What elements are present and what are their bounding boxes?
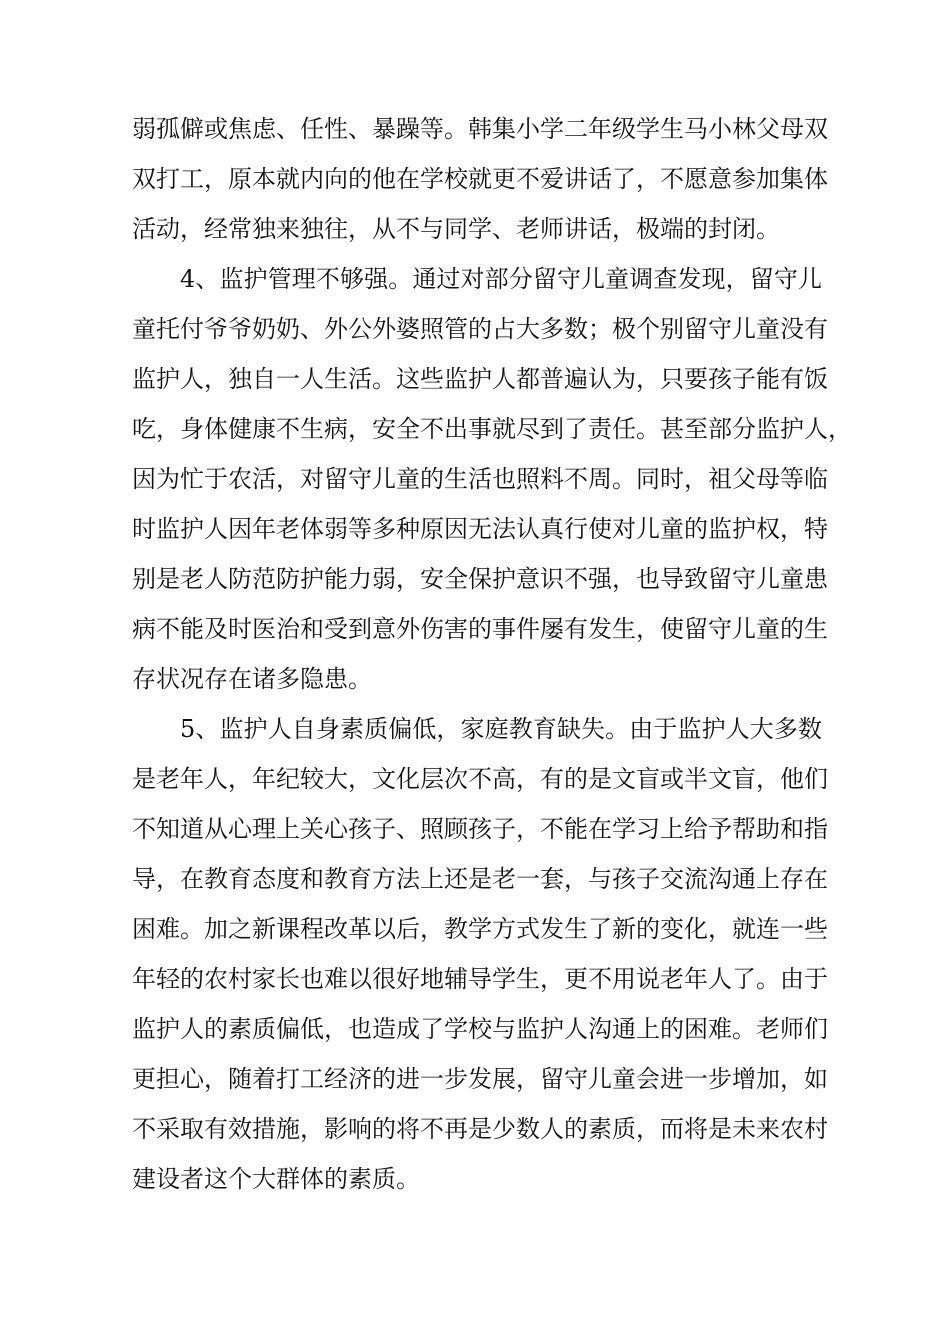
- text-line: 更担心，随着打工经济的进一步发展，留守儿童会进一步增加，如: [132, 1065, 828, 1093]
- text-line: 时监护人因年老体弱等多种原因无法认真行使对儿童的监护权，特: [132, 515, 828, 543]
- paragraph-continuation: [132, 104, 828, 254]
- text-line: 年轻的农村家长也难以很好地辅导学生，更不用说老年人了。由于: [132, 965, 828, 993]
- text-line: 存状况存在诸多隐患。: [132, 665, 372, 693]
- text-line: 双打工，原本就内向的他在学校就更不爱讲话了，不愿意参加集体: [132, 165, 828, 193]
- text-line: 建设者这个大群体的素质。: [132, 1165, 420, 1193]
- text-line: 是老年人，年纪较大，文化层次不高，有的是文盲或半文盲，他们: [132, 765, 828, 793]
- text-line: 监护人，独自一人生活。这些监护人都普遍认为，只要孩子能有饭: [132, 365, 828, 393]
- text-line: 不知道从心理上关心孩子、照顾孩子，不能在学习上给予帮助和指: [132, 815, 828, 843]
- paragraph-item-5: [132, 704, 828, 1204]
- text-line: 因为忙于农活，对留守儿童的生活也照料不周。同时，祖父母等临: [132, 465, 828, 493]
- text-line: 弱孤僻或焦虑、任性、暴躁等。韩集小学二年级学生马小林父母双: [132, 115, 828, 143]
- text-line: 别是老人防范防护能力弱，安全保护意识不强，也导致留守儿童患: [132, 565, 828, 593]
- text-line: 监护人的素质偏低，也造成了学校与监护人沟通上的困难。老师们: [132, 1015, 828, 1043]
- text-line: 困难。加之新课程改革以后，教学方式发生了新的变化，就连一些: [132, 915, 828, 943]
- text-line: 导，在教育态度和教育方法上还是老一套，与孩子交流沟通上存在: [132, 865, 828, 893]
- text-line: 活动，经常独来独往，从不与同学、老师讲话，极端的封闭。: [132, 215, 780, 243]
- text-line: 童托付爷爷奶奶、外公外婆照管的占大多数；极个别留守儿童没有: [132, 315, 828, 343]
- text-line: 5、监护人自身素质偏低，家庭教育缺失。由于监护人大多数: [180, 715, 822, 743]
- text-line: 不采取有效措施，影响的将不再是少数人的素质，而将是未来农村: [132, 1115, 828, 1143]
- text-line: 4、监护管理不够强。通过对部分留守儿童调查发现，留守儿: [180, 265, 822, 293]
- text-line: 吃，身体健康不生病，安全不出事就尽到了责任。甚至部分监护人，: [132, 415, 852, 443]
- text-line: 病不能及时医治和受到意外伤害的事件屡有发生，使留守儿童的生: [132, 615, 828, 643]
- paragraph-item-4: [132, 254, 852, 704]
